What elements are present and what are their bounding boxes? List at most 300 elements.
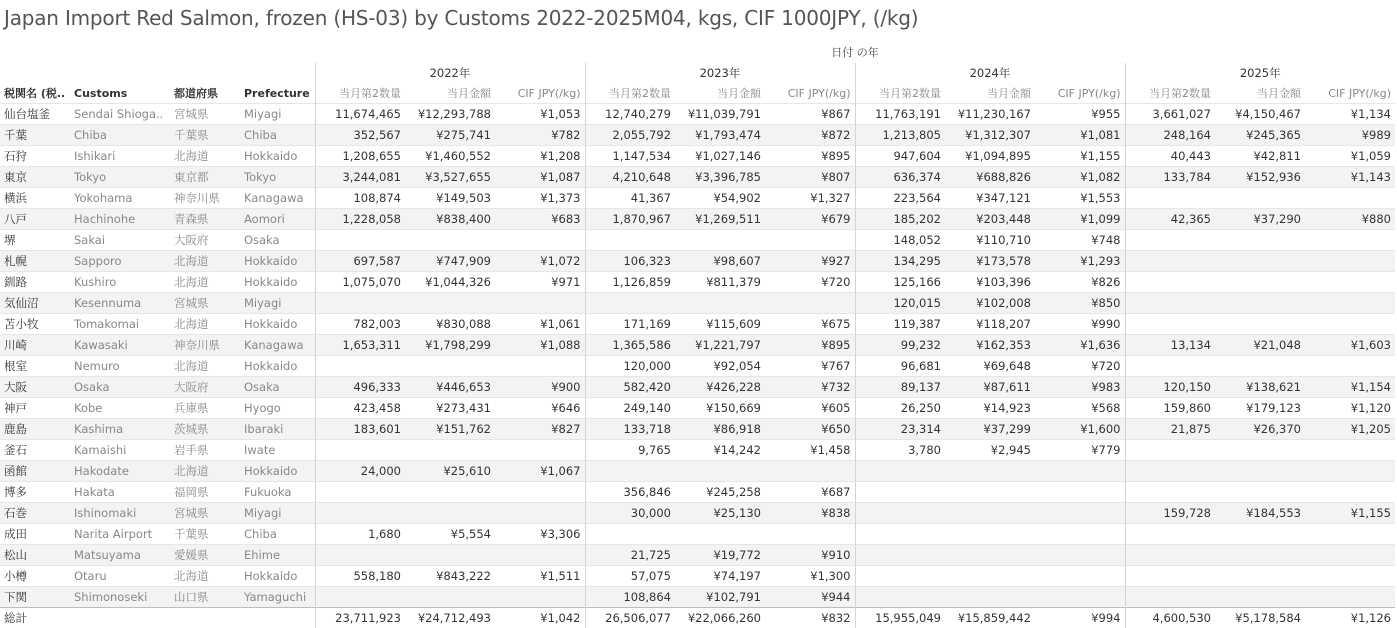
cif-cell[interactable]: ¥1,511 — [495, 566, 585, 587]
quantity-cell[interactable]: 108,874 — [315, 188, 405, 209]
amount-cell[interactable] — [1215, 461, 1305, 482]
cif-cell[interactable]: ¥1,099 — [1035, 209, 1125, 230]
quantity-cell[interactable]: 120,150 — [1125, 377, 1215, 398]
year-header[interactable]: 2023年 — [585, 63, 855, 83]
amount-cell[interactable]: ¥14,923 — [945, 398, 1035, 419]
cif-cell[interactable] — [1305, 356, 1395, 377]
quantity-cell[interactable]: 3,661,027 — [1125, 104, 1215, 125]
quantity-cell[interactable] — [1125, 251, 1215, 272]
quantity-cell[interactable]: 697,587 — [315, 251, 405, 272]
quantity-cell[interactable] — [1125, 188, 1215, 209]
quantity-cell[interactable]: 108,864 — [585, 587, 675, 608]
amount-cell[interactable]: ¥1,269,511 — [675, 209, 765, 230]
prefecture-cell[interactable]: Miyagi — [240, 104, 315, 125]
quantity-cell[interactable]: 3,244,081 — [315, 167, 405, 188]
cif-cell[interactable]: ¥1,300 — [765, 566, 855, 587]
quantity-cell[interactable]: 30,000 — [585, 503, 675, 524]
quantity-cell[interactable]: 11,674,465 — [315, 104, 405, 125]
cif-cell[interactable]: ¥1,154 — [1305, 377, 1395, 398]
cif-cell[interactable] — [1305, 314, 1395, 335]
amount-cell[interactable]: ¥688,826 — [945, 167, 1035, 188]
cif-cell[interactable]: ¥1,081 — [1035, 125, 1125, 146]
quantity-cell[interactable]: 133,718 — [585, 419, 675, 440]
cif-cell[interactable] — [1305, 566, 1395, 587]
customs-cell[interactable]: Matsuyama — [70, 545, 170, 566]
quantity-cell[interactable]: 99,232 — [855, 335, 945, 356]
prefecture-jp-cell[interactable]: 岩手県 — [170, 440, 240, 461]
cif-cell[interactable]: ¥650 — [765, 419, 855, 440]
amount-cell[interactable] — [1215, 545, 1305, 566]
amount-cell[interactable]: ¥838,400 — [405, 209, 495, 230]
cif-cell[interactable] — [1035, 587, 1125, 608]
prefecture-cell[interactable]: Osaka — [240, 377, 315, 398]
amount-cell[interactable] — [1215, 356, 1305, 377]
amount-cell[interactable]: ¥115,609 — [675, 314, 765, 335]
prefecture-cell[interactable]: Hokkaido — [240, 314, 315, 335]
quantity-cell[interactable]: 11,763,191 — [855, 104, 945, 125]
customs-cell[interactable]: Tomakomai — [70, 314, 170, 335]
amount-cell[interactable]: ¥1,094,895 — [945, 146, 1035, 167]
quantity-cell[interactable] — [585, 524, 675, 545]
prefecture-cell[interactable]: Fukuoka — [240, 482, 315, 503]
quantity-cell[interactable]: 120,000 — [585, 356, 675, 377]
quantity-cell[interactable]: 159,728 — [1125, 503, 1215, 524]
quantity-cell[interactable] — [315, 230, 405, 251]
quantity-cell[interactable]: 1,653,311 — [315, 335, 405, 356]
dim-header-customs[interactable]: Customs — [70, 83, 170, 104]
prefecture-jp-cell[interactable]: 北海道 — [170, 272, 240, 293]
cif-cell[interactable] — [495, 356, 585, 377]
quantity-cell[interactable]: 4,600,530 — [1125, 608, 1215, 628]
cif-cell[interactable] — [1305, 524, 1395, 545]
customs-cell[interactable]: Ishinomaki — [70, 503, 170, 524]
amount-cell[interactable] — [675, 230, 765, 251]
cif-cell[interactable]: ¥1,603 — [1305, 335, 1395, 356]
cif-cell[interactable]: ¥1,205 — [1305, 419, 1395, 440]
quantity-cell[interactable]: 183,601 — [315, 419, 405, 440]
cif-cell[interactable]: ¥1,636 — [1035, 335, 1125, 356]
prefecture-cell[interactable]: Aomori — [240, 209, 315, 230]
customs-jp-cell[interactable]: 横浜 — [0, 188, 70, 209]
customs-jp-cell[interactable]: 成田 — [0, 524, 70, 545]
cif-cell[interactable] — [1305, 293, 1395, 314]
amount-cell[interactable] — [405, 293, 495, 314]
cif-cell[interactable] — [495, 482, 585, 503]
amount-cell[interactable]: ¥245,365 — [1215, 125, 1305, 146]
amount-cell[interactable]: ¥347,121 — [945, 188, 1035, 209]
prefecture-jp-cell[interactable]: 宮城県 — [170, 293, 240, 314]
customs-jp-cell[interactable]: 小樽 — [0, 566, 70, 587]
quantity-cell[interactable]: 96,681 — [855, 356, 945, 377]
amount-cell[interactable]: ¥87,611 — [945, 377, 1035, 398]
customs-jp-cell[interactable]: 釧路 — [0, 272, 70, 293]
prefecture-cell[interactable]: Iwate — [240, 440, 315, 461]
customs-jp-cell[interactable]: 博多 — [0, 482, 70, 503]
prefecture-cell[interactable]: Ibaraki — [240, 419, 315, 440]
cif-cell[interactable] — [1305, 545, 1395, 566]
quantity-cell[interactable]: 1,075,070 — [315, 272, 405, 293]
customs-jp-cell[interactable]: 石狩 — [0, 146, 70, 167]
amount-cell[interactable]: ¥103,396 — [945, 272, 1035, 293]
dim-header-customs-jp[interactable]: 税関名 (税.. — [0, 83, 70, 104]
cif-cell[interactable]: ¥1,553 — [1035, 188, 1125, 209]
quantity-cell[interactable]: 2,055,792 — [585, 125, 675, 146]
amount-cell[interactable]: ¥203,448 — [945, 209, 1035, 230]
customs-cell[interactable]: Shimonoseki — [70, 587, 170, 608]
amount-cell[interactable]: ¥184,553 — [1215, 503, 1305, 524]
quantity-cell[interactable]: 1,870,967 — [585, 209, 675, 230]
measure-header-cif[interactable]: CIF JPY(/kg) — [1305, 83, 1395, 104]
measure-header-quantity[interactable]: 当月第2数量 — [1125, 83, 1215, 104]
quantity-cell[interactable]: 24,000 — [315, 461, 405, 482]
amount-cell[interactable]: ¥4,150,467 — [1215, 104, 1305, 125]
quantity-cell[interactable] — [585, 230, 675, 251]
amount-cell[interactable]: ¥14,242 — [675, 440, 765, 461]
quantity-cell[interactable]: 21,875 — [1125, 419, 1215, 440]
customs-jp-cell[interactable]: 気仙沼 — [0, 293, 70, 314]
cif-cell[interactable] — [1035, 461, 1125, 482]
dim-header-prefecture-jp[interactable]: 都道府県 — [170, 83, 240, 104]
amount-cell[interactable] — [1215, 587, 1305, 608]
quantity-cell[interactable]: 1,126,859 — [585, 272, 675, 293]
amount-cell[interactable]: ¥2,945 — [945, 440, 1035, 461]
amount-cell[interactable] — [945, 461, 1035, 482]
quantity-cell[interactable] — [315, 482, 405, 503]
cif-cell[interactable]: ¥732 — [765, 377, 855, 398]
cif-cell[interactable]: ¥826 — [1035, 272, 1125, 293]
quantity-cell[interactable] — [1125, 314, 1215, 335]
amount-cell[interactable]: ¥273,431 — [405, 398, 495, 419]
quantity-cell[interactable]: 133,784 — [1125, 167, 1215, 188]
customs-cell[interactable]: Kamaishi — [70, 440, 170, 461]
quantity-cell[interactable] — [855, 545, 945, 566]
customs-cell[interactable]: Hachinohe — [70, 209, 170, 230]
cif-cell[interactable] — [1305, 230, 1395, 251]
cif-cell[interactable] — [765, 293, 855, 314]
customs-cell[interactable]: Kushiro — [70, 272, 170, 293]
cif-cell[interactable]: ¥675 — [765, 314, 855, 335]
prefecture-cell[interactable]: Miyagi — [240, 293, 315, 314]
customs-cell[interactable]: Otaru — [70, 566, 170, 587]
cif-cell[interactable]: ¥782 — [495, 125, 585, 146]
amount-cell[interactable]: ¥179,123 — [1215, 398, 1305, 419]
amount-cell[interactable]: ¥151,762 — [405, 419, 495, 440]
amount-cell[interactable]: ¥25,130 — [675, 503, 765, 524]
amount-cell[interactable]: ¥102,008 — [945, 293, 1035, 314]
prefecture-jp-cell[interactable]: 大阪府 — [170, 377, 240, 398]
cif-cell[interactable]: ¥1,082 — [1035, 167, 1125, 188]
cif-cell[interactable]: ¥955 — [1035, 104, 1125, 125]
cif-cell[interactable]: ¥1,600 — [1035, 419, 1125, 440]
prefecture-cell[interactable]: Kanagawa — [240, 335, 315, 356]
customs-jp-cell[interactable]: 仙台塩釜 — [0, 104, 70, 125]
quantity-cell[interactable]: 26,506,077 — [585, 608, 675, 628]
quantity-cell[interactable]: 9,765 — [585, 440, 675, 461]
amount-cell[interactable] — [675, 461, 765, 482]
amount-cell[interactable] — [675, 524, 765, 545]
cif-cell[interactable] — [1035, 545, 1125, 566]
customs-cell[interactable]: Tokyo — [70, 167, 170, 188]
prefecture-jp-cell[interactable]: 神奈川県 — [170, 335, 240, 356]
amount-cell[interactable] — [405, 356, 495, 377]
measure-header-cif[interactable]: CIF JPY(/kg) — [765, 83, 855, 104]
amount-cell[interactable]: ¥5,178,584 — [1215, 608, 1305, 628]
prefecture-jp-cell[interactable]: 千葉県 — [170, 125, 240, 146]
cif-cell[interactable]: ¥1,059 — [1305, 146, 1395, 167]
customs-cell[interactable]: Sakai — [70, 230, 170, 251]
cif-cell[interactable] — [1305, 188, 1395, 209]
cif-cell[interactable]: ¥867 — [765, 104, 855, 125]
customs-jp-cell[interactable]: 苫小牧 — [0, 314, 70, 335]
cif-cell[interactable]: ¥1,155 — [1305, 503, 1395, 524]
amount-cell[interactable]: ¥102,791 — [675, 587, 765, 608]
measure-header-quantity[interactable]: 当月第2数量 — [315, 83, 405, 104]
amount-cell[interactable]: ¥162,353 — [945, 335, 1035, 356]
customs-jp-cell[interactable]: 石巻 — [0, 503, 70, 524]
cif-cell[interactable] — [495, 503, 585, 524]
prefecture-cell[interactable]: Hokkaido — [240, 272, 315, 293]
cif-cell[interactable] — [495, 440, 585, 461]
cif-cell[interactable] — [1035, 566, 1125, 587]
prefecture-cell[interactable]: Chiba — [240, 125, 315, 146]
customs-cell[interactable]: Ishikari — [70, 146, 170, 167]
amount-cell[interactable] — [1215, 482, 1305, 503]
year-header[interactable]: 2025年 — [1125, 63, 1395, 83]
prefecture-jp-cell[interactable]: 宮城県 — [170, 104, 240, 125]
cif-cell[interactable]: ¥1,087 — [495, 167, 585, 188]
quantity-cell[interactable]: 1,213,805 — [855, 125, 945, 146]
prefecture-jp-cell[interactable]: 北海道 — [170, 461, 240, 482]
quantity-cell[interactable] — [1125, 587, 1215, 608]
amount-cell[interactable] — [1215, 440, 1305, 461]
cif-cell[interactable]: ¥1,053 — [495, 104, 585, 125]
quantity-cell[interactable]: 356,846 — [585, 482, 675, 503]
prefecture-jp-cell[interactable]: 北海道 — [170, 314, 240, 335]
customs-cell[interactable]: Nemuro — [70, 356, 170, 377]
amount-cell[interactable]: ¥12,293,788 — [405, 104, 495, 125]
measure-header-cif[interactable]: CIF JPY(/kg) — [495, 83, 585, 104]
amount-cell[interactable] — [1215, 251, 1305, 272]
customs-cell[interactable]: Sendai Shioga.. — [70, 104, 170, 125]
prefecture-jp-cell[interactable]: 兵庫県 — [170, 398, 240, 419]
prefecture-cell[interactable]: Hokkaido — [240, 356, 315, 377]
amount-cell[interactable]: ¥25,610 — [405, 461, 495, 482]
quantity-cell[interactable]: 496,333 — [315, 377, 405, 398]
customs-cell[interactable]: Yokohama — [70, 188, 170, 209]
quantity-cell[interactable] — [315, 356, 405, 377]
quantity-cell[interactable]: 89,137 — [855, 377, 945, 398]
cif-cell[interactable]: ¥1,067 — [495, 461, 585, 482]
customs-jp-cell[interactable]: 鹿島 — [0, 419, 70, 440]
amount-cell[interactable]: ¥11,039,791 — [675, 104, 765, 125]
customs-jp-cell[interactable]: 松山 — [0, 545, 70, 566]
amount-cell[interactable]: ¥37,290 — [1215, 209, 1305, 230]
amount-cell[interactable]: ¥118,207 — [945, 314, 1035, 335]
year-header[interactable]: 2022年 — [315, 63, 585, 83]
quantity-cell[interactable]: 352,567 — [315, 125, 405, 146]
quantity-cell[interactable] — [1125, 230, 1215, 251]
cif-cell[interactable] — [1305, 587, 1395, 608]
quantity-cell[interactable] — [315, 440, 405, 461]
customs-jp-cell[interactable]: 函館 — [0, 461, 70, 482]
amount-cell[interactable]: ¥69,648 — [945, 356, 1035, 377]
prefecture-cell[interactable]: Miyagi — [240, 503, 315, 524]
prefecture-jp-cell[interactable]: 青森県 — [170, 209, 240, 230]
prefecture-cell[interactable]: Osaka — [240, 230, 315, 251]
customs-jp-cell[interactable]: 八戸 — [0, 209, 70, 230]
amount-cell[interactable] — [1215, 314, 1305, 335]
quantity-cell[interactable]: 782,003 — [315, 314, 405, 335]
cif-cell[interactable]: ¥1,061 — [495, 314, 585, 335]
quantity-cell[interactable] — [585, 293, 675, 314]
amount-cell[interactable]: ¥150,669 — [675, 398, 765, 419]
amount-cell[interactable]: ¥110,710 — [945, 230, 1035, 251]
customs-jp-cell[interactable]: 釜石 — [0, 440, 70, 461]
quantity-cell[interactable]: 119,387 — [855, 314, 945, 335]
cif-cell[interactable]: ¥1,373 — [495, 188, 585, 209]
cif-cell[interactable]: ¥1,126 — [1305, 608, 1395, 628]
cif-cell[interactable] — [765, 230, 855, 251]
prefecture-cell[interactable]: Hokkaido — [240, 146, 315, 167]
amount-cell[interactable]: ¥1,798,299 — [405, 335, 495, 356]
amount-cell[interactable]: ¥152,936 — [1215, 167, 1305, 188]
cif-cell[interactable]: ¥679 — [765, 209, 855, 230]
customs-cell[interactable]: Kesennuma — [70, 293, 170, 314]
quantity-cell[interactable]: 57,075 — [585, 566, 675, 587]
amount-cell[interactable]: ¥15,859,442 — [945, 608, 1035, 628]
amount-cell[interactable]: ¥138,621 — [1215, 377, 1305, 398]
measure-header-quantity[interactable]: 当月第2数量 — [855, 83, 945, 104]
quantity-cell[interactable]: 1,208,655 — [315, 146, 405, 167]
amount-cell[interactable]: ¥42,811 — [1215, 146, 1305, 167]
measure-header-quantity[interactable]: 当月第2数量 — [585, 83, 675, 104]
cif-cell[interactable]: ¥3,306 — [495, 524, 585, 545]
cif-cell[interactable]: ¥838 — [765, 503, 855, 524]
amount-cell[interactable]: ¥1,460,552 — [405, 146, 495, 167]
customs-jp-cell[interactable]: 大阪 — [0, 377, 70, 398]
quantity-cell[interactable] — [1125, 482, 1215, 503]
cif-cell[interactable] — [495, 545, 585, 566]
quantity-cell[interactable]: 12,740,279 — [585, 104, 675, 125]
cif-cell[interactable]: ¥1,134 — [1305, 104, 1395, 125]
measure-header-cif[interactable]: CIF JPY(/kg) — [1035, 83, 1125, 104]
quantity-cell[interactable]: 636,374 — [855, 167, 945, 188]
cif-cell[interactable]: ¥983 — [1035, 377, 1125, 398]
amount-cell[interactable]: ¥149,503 — [405, 188, 495, 209]
measure-header-amount[interactable]: 当月金額 — [1215, 83, 1305, 104]
cif-cell[interactable] — [1305, 440, 1395, 461]
amount-cell[interactable]: ¥24,712,493 — [405, 608, 495, 628]
quantity-cell[interactable] — [1125, 272, 1215, 293]
amount-cell[interactable]: ¥1,312,307 — [945, 125, 1035, 146]
amount-cell[interactable]: ¥26,370 — [1215, 419, 1305, 440]
amount-cell[interactable]: ¥1,793,474 — [675, 125, 765, 146]
prefecture-cell[interactable]: Hokkaido — [240, 566, 315, 587]
amount-cell[interactable]: ¥3,396,785 — [675, 167, 765, 188]
customs-jp-cell[interactable]: 千葉 — [0, 125, 70, 146]
amount-cell[interactable] — [1215, 524, 1305, 545]
amount-cell[interactable] — [405, 230, 495, 251]
cif-cell[interactable]: ¥687 — [765, 482, 855, 503]
prefecture-jp-cell[interactable]: 大阪府 — [170, 230, 240, 251]
cif-cell[interactable] — [1305, 461, 1395, 482]
quantity-cell[interactable] — [1125, 461, 1215, 482]
cif-cell[interactable]: ¥1,208 — [495, 146, 585, 167]
quantity-cell[interactable]: 15,955,049 — [855, 608, 945, 628]
quantity-cell[interactable]: 3,780 — [855, 440, 945, 461]
cif-cell[interactable]: ¥944 — [765, 587, 855, 608]
prefecture-jp-cell[interactable]: 山口県 — [170, 587, 240, 608]
prefecture-cell[interactable]: Hokkaido — [240, 461, 315, 482]
quantity-cell[interactable] — [585, 461, 675, 482]
customs-jp-cell[interactable]: 神戸 — [0, 398, 70, 419]
cif-cell[interactable] — [495, 293, 585, 314]
amount-cell[interactable]: ¥86,918 — [675, 419, 765, 440]
amount-cell[interactable]: ¥1,221,797 — [675, 335, 765, 356]
amount-cell[interactable] — [945, 566, 1035, 587]
prefecture-cell[interactable]: Ehime — [240, 545, 315, 566]
amount-cell[interactable]: ¥11,230,167 — [945, 104, 1035, 125]
cif-cell[interactable]: ¥1,088 — [495, 335, 585, 356]
prefecture-jp-cell[interactable]: 北海道 — [170, 566, 240, 587]
cif-cell[interactable]: ¥895 — [765, 335, 855, 356]
measure-header-amount[interactable]: 当月金額 — [675, 83, 765, 104]
amount-cell[interactable] — [945, 503, 1035, 524]
cif-cell[interactable] — [1305, 251, 1395, 272]
cif-cell[interactable] — [1305, 482, 1395, 503]
prefecture-jp-cell[interactable]: 福岡県 — [170, 482, 240, 503]
customs-cell[interactable]: Kawasaki — [70, 335, 170, 356]
amount-cell[interactable]: ¥245,258 — [675, 482, 765, 503]
cif-cell[interactable]: ¥683 — [495, 209, 585, 230]
quantity-cell[interactable]: 42,365 — [1125, 209, 1215, 230]
quantity-cell[interactable]: 106,323 — [585, 251, 675, 272]
amount-cell[interactable] — [405, 440, 495, 461]
customs-jp-cell[interactable]: 東京 — [0, 167, 70, 188]
prefecture-cell[interactable]: Tokyo — [240, 167, 315, 188]
cif-cell[interactable]: ¥910 — [765, 545, 855, 566]
customs-jp-cell[interactable]: 下関 — [0, 587, 70, 608]
amount-cell[interactable] — [945, 545, 1035, 566]
amount-cell[interactable]: ¥5,554 — [405, 524, 495, 545]
amount-cell[interactable]: ¥843,222 — [405, 566, 495, 587]
quantity-cell[interactable]: 134,295 — [855, 251, 945, 272]
quantity-cell[interactable]: 1,147,534 — [585, 146, 675, 167]
customs-cell[interactable]: Narita Airport — [70, 524, 170, 545]
prefecture-jp-cell[interactable]: 北海道 — [170, 356, 240, 377]
quantity-cell[interactable] — [1125, 293, 1215, 314]
amount-cell[interactable]: ¥74,197 — [675, 566, 765, 587]
quantity-cell[interactable]: 13,134 — [1125, 335, 1215, 356]
cif-cell[interactable] — [495, 587, 585, 608]
quantity-cell[interactable]: 23,711,923 — [315, 608, 405, 628]
customs-cell[interactable]: Chiba — [70, 125, 170, 146]
cif-cell[interactable] — [765, 524, 855, 545]
cif-cell[interactable]: ¥807 — [765, 167, 855, 188]
customs-cell[interactable]: Osaka — [70, 377, 170, 398]
cif-cell[interactable]: ¥827 — [495, 419, 585, 440]
quantity-cell[interactable] — [315, 293, 405, 314]
prefecture-cell[interactable]: Hyogo — [240, 398, 315, 419]
quantity-cell[interactable] — [1125, 440, 1215, 461]
cif-cell[interactable]: ¥990 — [1035, 314, 1125, 335]
amount-cell[interactable]: ¥98,607 — [675, 251, 765, 272]
quantity-cell[interactable]: 558,180 — [315, 566, 405, 587]
quantity-cell[interactable]: 159,860 — [1125, 398, 1215, 419]
amount-cell[interactable] — [1215, 230, 1305, 251]
customs-jp-cell[interactable]: 川崎 — [0, 335, 70, 356]
cif-cell[interactable]: ¥1,293 — [1035, 251, 1125, 272]
